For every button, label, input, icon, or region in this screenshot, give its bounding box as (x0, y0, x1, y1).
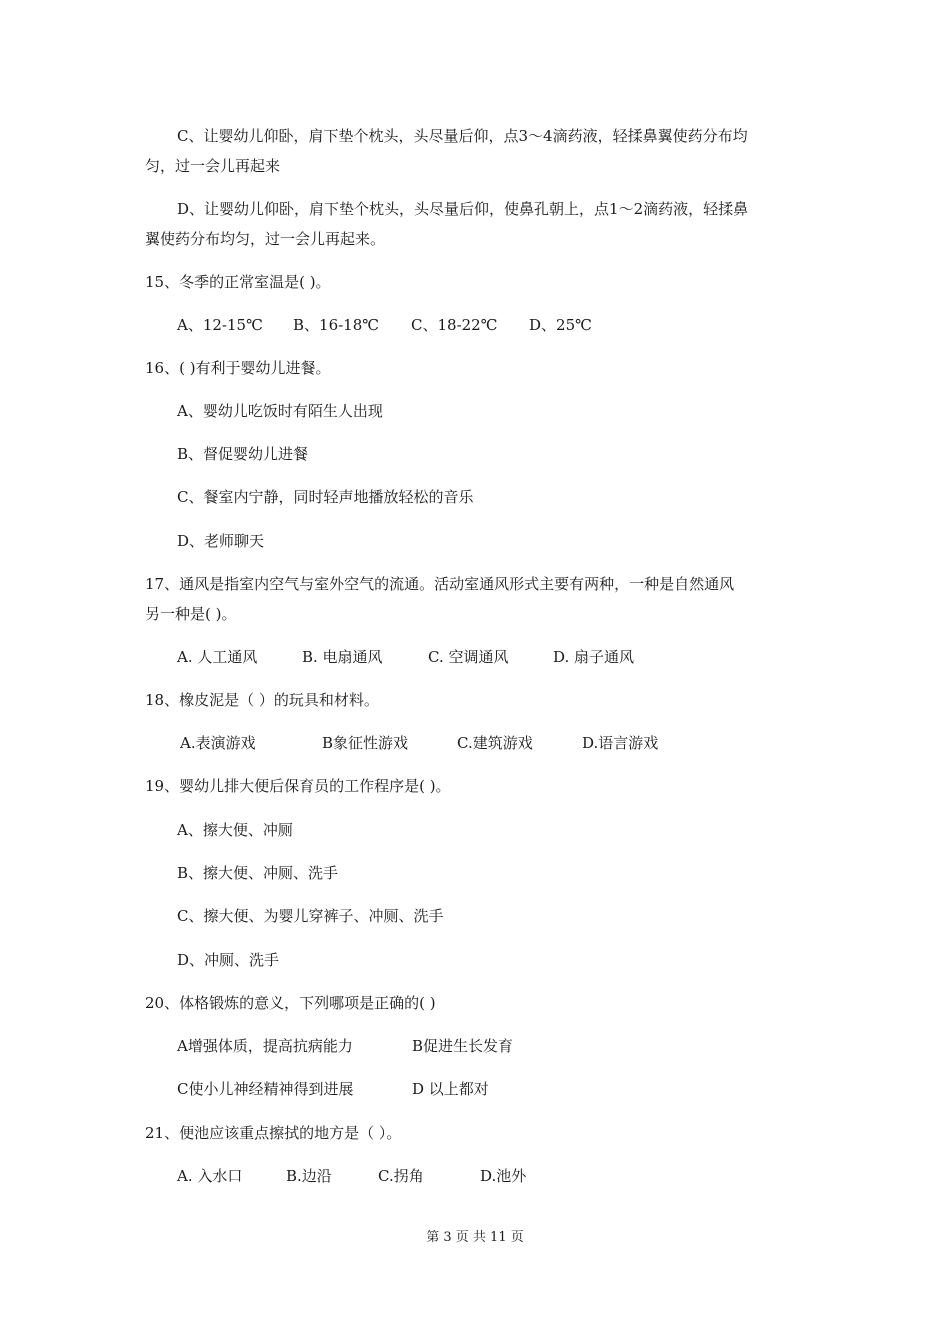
q18-option-c: C.建筑游戏 (457, 734, 533, 752)
q15-stem: 15、冬季的正常室温是( )。 (145, 273, 331, 291)
q21-option-c: C.拐角 (378, 1167, 424, 1185)
q21-stem: 21、便池应该重点擦拭的地方是（ ）。 (145, 1124, 402, 1142)
q17-option-b: B. 电扇通风 (302, 648, 383, 666)
q19-option-b: B、擦大便、冲厕、洗手 (177, 864, 339, 882)
q16-stem: 16、( )有利于婴幼儿进餐。 (145, 359, 331, 377)
q16-option-d: D、老师聊天 (177, 532, 265, 550)
q19-option-a: A、擦大便、冲厕 (177, 821, 293, 839)
q17-option-c: C. 空调通风 (428, 648, 509, 666)
q16-option-c: C、餐室内宁静，同时轻声地播放轻松的音乐 (177, 488, 474, 506)
q20-stem: 20、体格锻炼的意义，下列哪项是正确的( ) (145, 994, 436, 1012)
q14-option-c-line1: C、让婴幼儿仰卧，肩下垫个枕头，头尽量后仰，点3～4滴药液，轻揉鼻翼使药分布均 (177, 127, 748, 145)
q15-option-a: A、12-15℃ (177, 316, 263, 334)
q17-option-a: A. 人工通风 (177, 648, 258, 666)
q17-option-d: D. 扇子通风 (553, 648, 635, 666)
q16-option-a: A、婴幼儿吃饭时有陌生人出现 (177, 402, 383, 420)
q16-option-b: B、督促婴幼儿进餐 (177, 445, 309, 463)
q18-option-a: A.表演游戏 (180, 734, 256, 752)
q14-option-d-line1: D、让婴幼儿仰卧，肩下垫个枕头，头尽量后仰，使鼻孔朝上，点1～2滴药液，轻揉鼻 (177, 200, 749, 218)
q19-stem: 19、婴幼儿排大便后保育员的工作程序是( )。 (145, 777, 451, 795)
q15-option-b: B、16-18℃ (293, 316, 380, 334)
q20-option-d: D 以上都对 (412, 1080, 489, 1098)
q15-option-d: D、25℃ (529, 316, 592, 334)
q15-option-c: C、18-22℃ (411, 316, 498, 334)
q21-option-a: A. 入水口 (177, 1167, 243, 1185)
q17-stem-line2: 另一种是( )。 (145, 605, 237, 623)
q19-option-c: C、擦大便、为婴儿穿裤子、冲厕、洗手 (177, 907, 444, 925)
q21-option-d: D.池外 (480, 1167, 527, 1185)
q14-option-d-line2: 翼使药分布均匀，过一会儿再起来。 (145, 230, 386, 248)
q19-option-d: D、冲厕、洗手 (177, 951, 280, 969)
q20-option-c: C使小儿神经精神得到进展 (177, 1080, 354, 1098)
q18-stem: 18、橡皮泥是（ ）的玩具和材料。 (145, 691, 379, 709)
q17-stem-line1: 17、通风是指室内空气与室外空气的流通。活动室通风形式主要有两种，一种是自然通风 (145, 575, 735, 593)
q14-option-c-line2: 匀，过一会儿再起来 (145, 157, 281, 175)
q18-option-b: B象征性游戏 (322, 734, 409, 752)
q18-option-d: D.语言游戏 (582, 734, 659, 752)
q20-option-a: A增强体质，提高抗病能力 (177, 1037, 353, 1055)
q21-option-b: B.边沿 (286, 1167, 332, 1185)
q20-option-b: B促进生长发育 (412, 1037, 514, 1055)
page-footer: 第 3 页 共 11 页 (426, 1230, 524, 1245)
